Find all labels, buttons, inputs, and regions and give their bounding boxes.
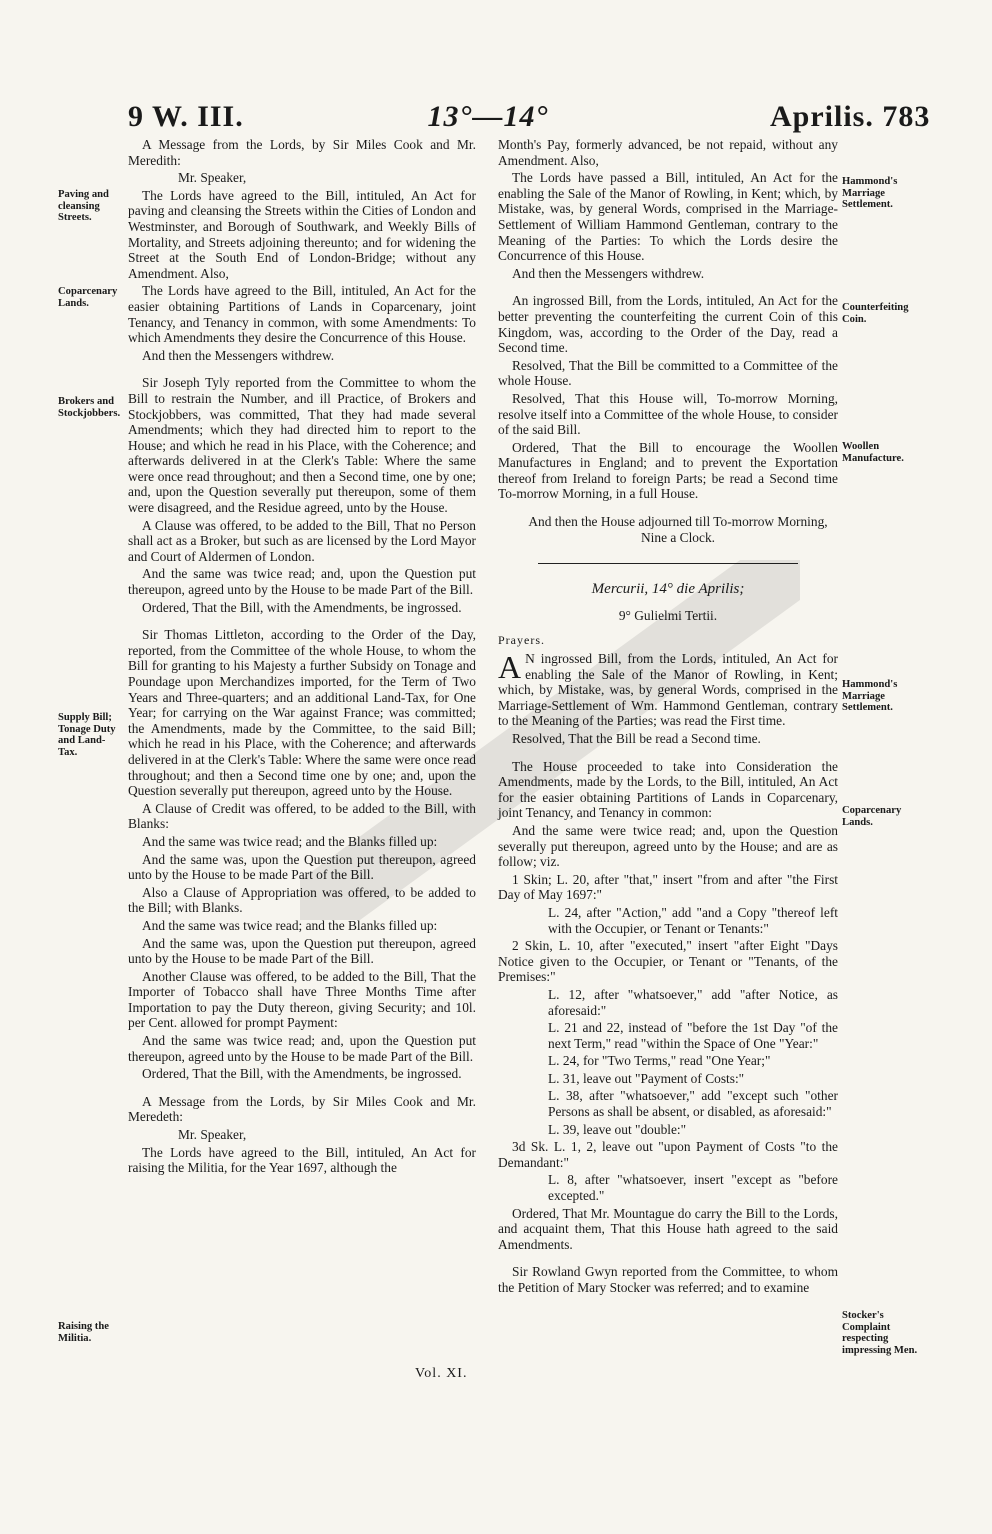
paragraph: L. 38, after "whatsoever," add "except such "other Persons as shall be absent, or disabled, as aforesaid:"	[548, 1088, 838, 1120]
section-divider	[538, 563, 798, 564]
paragraph: The Lords have passed a Bill, intituled, An Act for the enabling the Sale of the Manor of Rowling, in Kent; which, by Mistake, was, by general Words, comprised in the Marriage-Settlement of William Hammond Gentleman, contrary to the Meaning of the Parties: To which the Lords desire the Concurrence of this House.	[498, 170, 838, 264]
paragraph: 1 Skin; L. 20, after "that," insert "from and after "the First Day of May 1697:"	[498, 871, 838, 903]
paragraph: The Lords have agreed to the Bill, intituled, An Act for paving and cleansing the Streets within the Cities of London and Westminster, and Borough of Southwark, and Weekly Bills of Mortality, and Streets adjoining thereunto; and for widening the Street at the South End of London-Bridge; without any Amendment. Also,	[128, 187, 476, 281]
margin-note-right: Hammond's Marriage Settlement.	[842, 679, 898, 713]
paragraph: The Lords have agreed to the Bill, intituled, An Act for the easier obtaining Partitions of Lands in Coparcenary, joint Tenancy, and Tenancy in common, with some Amendments: To which Amendments they desire the Concurrence of this House.	[128, 283, 476, 346]
paragraph: The House proceeded to take into Consideration the Amendments, made by the Lords, to the Bill, intituled, An Act for the easier obtaining Partitions of Lands in Coparcenary, joint Tenancy, and Tenancy in common:	[498, 758, 838, 821]
paragraph-text: N ingrossed Bill, from the Lords, intituled, An Act for enabling the Sale of the Manor of Rowling, in Kent; which, by Mistake, was, by general Words, comprised in the Marriage-Settlement of Wm. Hammond Gentleman, contrary to the Meaning of the Parties; was read the First time.	[498, 651, 838, 729]
margin-note-left: Coparcenary Lands.	[58, 286, 118, 309]
paragraph: Ordered, That the Bill, with the Amendments, be ingrossed.	[142, 1066, 462, 1082]
regnal-heading: 9° Gulielmi Tertii.	[618, 607, 718, 623]
paragraph: Month's Pay, formerly advanced, be not repaid, without any Amendment. Also,	[498, 137, 838, 168]
paragraph: Sir Thomas Littleton, according to the Order of the Day, reported, from the Committee of the whole House, to whom the Bill for granting to his Majesty a further Subsidy on Tonage and Poundage upon Merchandizes imported, for the Term of Two Years and Three-quarters; and an additional Land-Tax, for One Year; for carrying on the War against France; was committed; the Amendments, made by the Committee, to the said Bill; which he read in his Place, with the Coherence; and afterwards delivered in at the Clerk's Table: Where the same were once read throughout; and then a Second time one by one; and, upon the Question severally put thereupon, agreed unto by the House.	[128, 627, 476, 799]
paragraph: 3d Sk. L. 1, 2, leave out "upon Payment of Costs "to the Demandant:"	[498, 1139, 838, 1170]
regnal-year-header: 9 W. III.	[128, 100, 244, 133]
paragraph: The Lords have agreed to the Bill, intituled, An Act for raising the Militia, for the Year 1697, although the	[128, 1144, 476, 1176]
paragraph: 2 Skin, L. 10, after "executed," insert "after Eight "Days Notice given to the Occupier, or Tenant or "Tenants, of the Premises:"	[498, 938, 838, 985]
paragraph: And the same was twice read; and, upon the Question put thereupon, agreed unto by the House to be made Part of the Bill.	[128, 566, 476, 598]
paragraph: An ingrossed Bill, from the Lords, intituled, An Act for the better preventing the counterfeiting the current Coin of this Kingdom, was, according to the Order of the Day, read a Second time.	[498, 293, 838, 356]
paragraph: Mr. Speaker,	[178, 170, 247, 186]
paragraph: A Message from the Lords, by Sir Miles Cook and Mr. Meredith:	[128, 137, 476, 168]
margin-note-right: Hammond's Marriage Settlement.	[842, 176, 898, 210]
paragraph: Resolved, That the Bill be read a Second time.	[512, 731, 761, 746]
margin-note-left: Paving and cleansing Streets.	[58, 189, 109, 223]
paragraph: And the same was twice read; and the Blanks filled up:	[142, 917, 438, 933]
paragraph: Sir Rowland Gwyn reported from the Committee, to whom the Petition of Mary Stocker was referred; and to examine	[498, 1264, 838, 1295]
paragraph: Mr. Speaker,	[178, 1127, 247, 1143]
paragraph: L. 21 and 22, instead of "before the 1st Day "of the next Term," read "within the Space of One "Year:"	[548, 1020, 838, 1051]
month-page-header: Aprilis. 783	[770, 100, 931, 133]
paragraph: Ordered, That the Bill to encourage the Woollen Manufactures in England; and to prevent the Exportation thereof from Ireland to foreign Parts; be read a Second time To-morrow Morning, in a full House.	[498, 439, 838, 502]
paragraph: Also a Clause of Appropriation was offered, to be added to the Bill; with Blanks.	[128, 884, 476, 916]
paragraph: And the same was twice read; and the Blanks filled up:	[142, 833, 438, 849]
margin-note-right: Woollen Manufacture.	[842, 441, 904, 464]
paragraph: And then the Messengers withdrew.	[142, 347, 335, 363]
paragraph: And the same were twice read; and, upon the Question severally put thereupon, agreed unto by the House; and are as follow; viz.	[498, 822, 838, 870]
paragraph: L. 8, after "whatsoever, insert "except as "before excepted."	[548, 1172, 838, 1204]
paragraph: L. 12, after "whatsoever," add "after Notice, as aforesaid:"	[548, 986, 838, 1018]
margin-note-right: Stocker's Complaint respecting impressing Men.	[842, 1310, 918, 1356]
paragraph: A Clause was offered, to be added to the Bill, That no Person shall act as a Broker, but such as are licensed by the Lord Mayor and Court of Aldermen of London.	[128, 517, 476, 564]
paragraph: And the same was, upon the Question put thereupon, agreed unto by the House to be made Part of the Bill.	[128, 935, 476, 967]
paragraph: A Clause of Credit was offered, to be added to the Bill, with Blanks:	[128, 800, 476, 832]
date-range-header: 13°—14°	[427, 100, 549, 133]
paragraph: Ordered, That Mr. Mountague do carry the Bill to the Lords, and acquaint them, That this House hath agreed to the said Amendments.	[498, 1205, 838, 1252]
day-heading: Mercurii, 14° die Aprilis;	[591, 581, 745, 598]
paragraph: And the same was, upon the Question put thereupon, agreed unto by the House to be made Part of the Bill.	[128, 851, 476, 883]
paragraph: L. 24, for "Two Terms," read "One Year;"	[548, 1053, 771, 1069]
paragraph: Resolved, That the Bill be committed to a Committee of the whole House.	[498, 357, 838, 389]
paragraph: L. 24, after "Action," add "and a Copy "thereof left with the Occupier, or Tenant or Tenants:"	[548, 904, 838, 936]
paragraph: Ordered, That the Bill, with the Amendments, be ingrossed.	[142, 599, 462, 615]
paragraph	[498, 651, 838, 729]
prayers-label: Prayers.	[498, 633, 545, 648]
margin-note-right: Counterfeiting Coin.	[842, 302, 909, 325]
paragraph: L. 31, leave out "Payment of Costs:"	[548, 1070, 745, 1086]
paragraph: L. 39, leave out "double:"	[548, 1121, 687, 1137]
margin-note-left: Brokers and Stockjobbers.	[58, 396, 121, 419]
left-text-column	[128, 137, 476, 1178]
volume-footer: Vol. XI.	[415, 1366, 468, 1381]
right-text-column	[498, 137, 838, 1298]
right-column-part1	[498, 137, 838, 545]
paragraph: Resolved, That this House will, To-morrow Morning, resolve itself into a Committee of the whole House, to consider of the said Bill.	[498, 390, 838, 438]
paragraph: And then the Messengers withdrew.	[512, 265, 705, 281]
paragraph: A Message from the Lords, by Sir Miles Cook and Mr. Meredeth:	[128, 1093, 476, 1125]
margin-note-right: Coparcenary Lands.	[842, 805, 902, 828]
paragraph: Another Clause was offered, to be added to the Bill, That the Importer of Tobacco shall have Three Months Time after Importation to pay the Duty thereon, giving Security; and 10l. per Cent. allowed for prompt Payment:	[128, 968, 476, 1031]
right-column-part2	[498, 651, 838, 1296]
paragraph: And the same was twice read; and, upon the Question put thereupon, agreed unto by the House to be made Part of the Bill.	[128, 1033, 476, 1064]
margin-note-left: Raising the Militia.	[58, 1321, 109, 1344]
paragraph: And then the House adjourned till To-morrow Morning, Nine a Clock.	[528, 514, 828, 545]
margin-note-left: Supply Bill; Tonage Duty and Land-Tax.	[58, 712, 116, 758]
drop-cap: A	[498, 649, 522, 686]
paragraph: Sir Joseph Tyly reported from the Committee to whom the Bill to restrain the Number, and ill Practice, of Brokers and Stockjobbers, was committed, That they had made several Amendments; which they had directed him to report to the House; and which he read in his Place, with the Coherence; and afterwards delivered in at the Clerk's Table: Where the same were once read throughout; and then a Second time, one by one; and, upon the Question severally put thereupon, some of them were disagreed, and the Residue agreed, unto by the House.	[128, 375, 476, 516]
